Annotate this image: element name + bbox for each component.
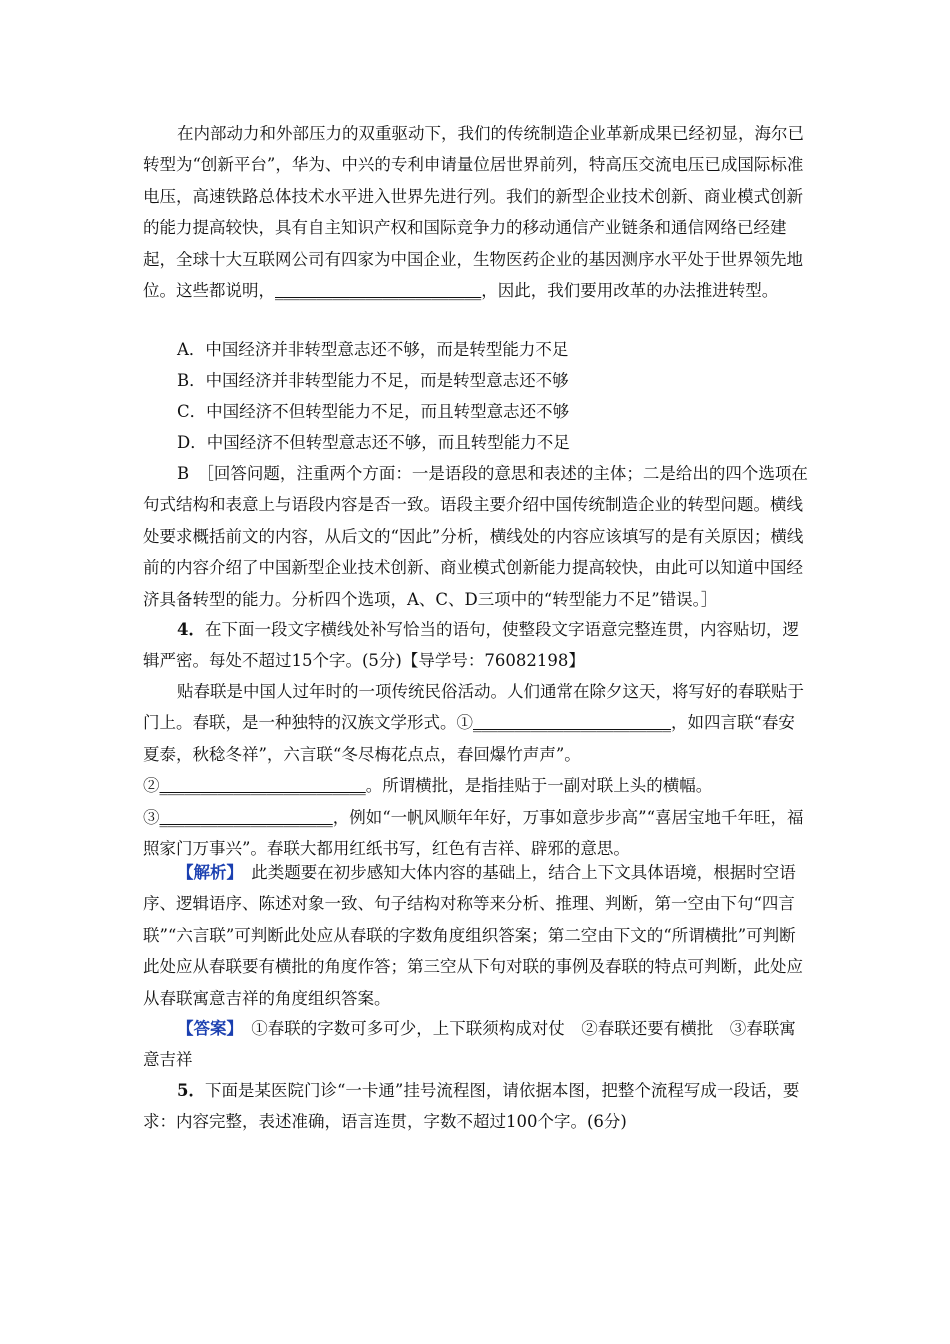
q4-blank-1: ________________________ [473, 713, 671, 733]
q5-number: 5． [177, 1081, 205, 1100]
q3-answer-letter: B [177, 464, 190, 483]
q3-answer-explanation: ［回答问题，注重两个方面：一是语段的意思和表述的主体；二是给出的四个选项在句式结构和表意上与语段内容是否一致。语段主要介绍中国传统制造企业的转型问题。横线处要求概括前文的内容，从后文的“因此”分析，横线处的内容应该填写的是有关原因；横线前的内容介绍了中国新型企业技术创新、商业模式创新能力提高较快，由此可以知道中国经济具备转型的能力。分析四个选项，A、C、D三项中的“转型能力不足”错误。］ [143, 464, 808, 609]
q4-text-1: 贴春联是中国人过年时的一项传统民俗活动。人们通常在除夕这天，将写好的春联贴于门上。春联，是一种独特的汉族文学形式。① [143, 682, 804, 733]
q3-blank: _________________________ [275, 281, 482, 301]
q4-number: 4． [177, 620, 205, 639]
q4-answer [143, 1013, 810, 1076]
q3-passage-text: 在内部动力和外部压力的双重驱动下，我们的传统制造企业革新成果已经初显，海尔已转型为“创新平台”，华为、中兴的专利申请量位居世界前列，特高压交流电压已成国际标准电压，高速铁路总体技术水平进入世界先进行列。我们的新型企业技术创新、商业模式创新的能力提高较快，具有自主知识产权和国际竞争力的移动通信产业链条和通信网络已经建起，全球十大互联网公司有四家为中国企业，生物医药企业的基因测序水平处于世界领先地位。这些都说明， [143, 124, 804, 301]
q4-analysis-text: 此类题要在初步感知大体内容的基础上，结合上下文具体语境，根据时空语序、逻辑语序、陈述对象一致、句子结构对称等来分析、推理、判断，第一空由下句“四言联”“六言联”可判断此处应从春联的字数角度组织答案；第二空由下文的“所谓横批”可判断此处应从春联要有横批的角度作答；第三空从下句对联的事例及春联的特点可判断，此处应从春联寓意吉祥的角度组织答案。 [143, 863, 803, 1008]
q4-guide-number: 【导学号：76082198】 [401, 651, 585, 671]
q3-answer [143, 458, 810, 615]
q4-question [143, 614, 810, 677]
q4-text-3: 。所谓横批，是指挂贴于一副对联上头的横幅。③ [143, 776, 713, 827]
q3-passage-end: ，因此，我们要用改革的办法推进转型。 [481, 281, 779, 301]
answer-tag: 【答案】 [177, 1019, 235, 1038]
q3-passage [143, 118, 810, 306]
q4-prompt: 在下面一段文字横线处补写恰当的语句，使整段文字语意完整连贯，内容贴切，逻辑严密。每处不超过15个字。(5分) [143, 620, 799, 671]
q4-answer-text: ①春联的字数可多可少，上下联须构成对仗 ②春联还要有横批 ③春联寓意吉祥 [143, 1019, 796, 1070]
q4-text-2: ，如四言联“春安夏泰，秋稔冬祥”，六言联“冬尽梅花点点，春回爆竹声声”。② [143, 713, 795, 796]
q3-option-d: D．中国经济不但转型意志还不够，而且转型能力不足 [177, 433, 570, 452]
q4-blank-3: _____________________ [159, 807, 333, 827]
analysis-tag: 【解析】 [177, 863, 235, 882]
q4-blank-2: _________________________ [159, 776, 366, 796]
q3-option-c: C．中国经济不但转型能力不足，而且转型意志还不够 [177, 402, 570, 421]
q5-prompt: 下面是某医院门诊“一卡通”挂号流程图，请依据本图，把整个流程写成一段话，要求：内容完整，表述准确，语言连贯，字数不超过100个字。(6分) [143, 1081, 800, 1132]
q5-question [143, 1075, 810, 1138]
q4-text-4: ，例如“一帆风顺年年好，万事如意步步高”“喜居宝地千年旺，福照家门万事兴”。春联大都用红纸书写，红色有吉祥、辟邪的意思。 [143, 807, 804, 859]
q4-analysis [143, 857, 810, 1014]
q3-option-b: B．中国经济并非转型能力不足，而是转型意志还不够 [177, 371, 569, 390]
q4-passage [143, 676, 810, 864]
q3-option-a: A．中国经济并非转型意志还不够，而是转型能力不足 [177, 340, 569, 359]
